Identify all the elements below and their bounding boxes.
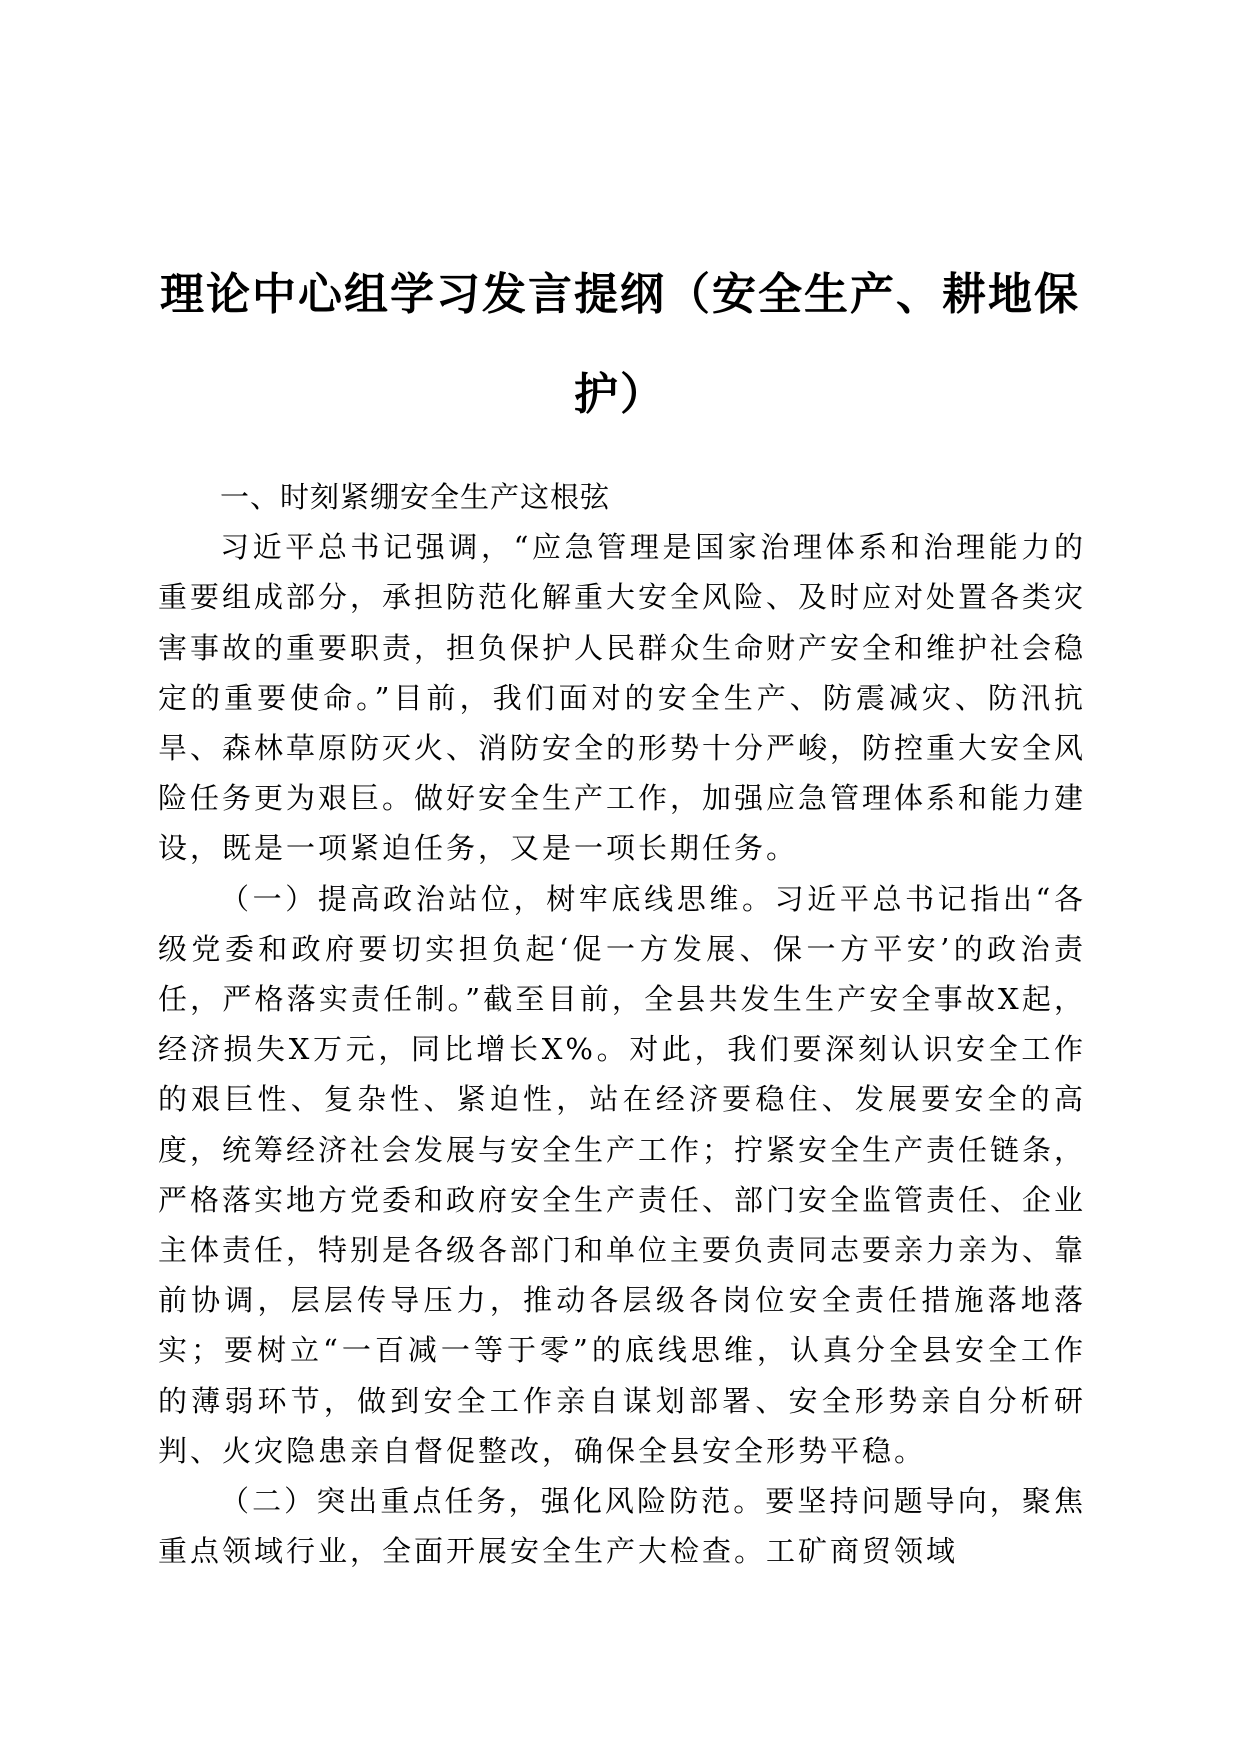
paragraph-key-tasks: （二）突出重点任务，强化风险防范。要坚持问题导向，聚焦重点领域行业，全面开展安全生产大检查。工矿商贸领域 bbox=[158, 1484, 1086, 1569]
paragraph-intro: 习近平总书记强调，“应急管理是国家治理体系和治理能力的重要组成部分，承担防范化解重大安全风险、及时应对处置各类灾害事故的重要职责，担负保护人民群众生命财产安全和维护社会稳定的重要使命。”目前，我们面对的安全生产、防震减灾、防汛抗旱、森林草原防灭火、消防安全的形势十分严峻，防控重大安全风险任务更为艰巨。做好安全生产工作，加强应急管理体系和能力建设，既是一项紧迫任务，又是一项长期任务。 bbox=[158, 530, 1087, 866]
document-body bbox=[158, 472, 1086, 1576]
paragraph-political-stance: （一）提高政治站位，树牢底线思维。习近平总书记指出“各级党委和政府要切实担负起‘促一方发展、保一方平安’的政治责任，严格落实责任制。”截至目前，全县共发生生产安全事故X起，经济损失X万元，同比增长X%。对此，我们要深刻认识安全工作的艰巨性、复杂性、紧迫性，站在经济要稳住、发展要安全的高度，统筹经济社会发展与安全生产工作；拧紧安全生产责任链条，严格落实地方党委和政府安全生产责任、部门安全监管责任、企业主体责任，特别是各级各部门和单位主要负责同志要亲力亲为、靠前协调，层层传导压力，推动各层级各岗位安全责任措施落地落实；要树立“一百减一等于零”的底线思维，认真分全县安全工作的薄弱环节，做到安全工作亲自谋划部署、安全形势亲自分析研判、火灾隐患亲自督促整改，确保全县安全形势平稳。 bbox=[158, 881, 1087, 1468]
document-title: 理论中心组学习发言提纲（安全生产、耕地保护） bbox=[160, 269, 1080, 420]
section-heading: 一、时刻紧绷安全生产这根弦 bbox=[220, 480, 611, 514]
